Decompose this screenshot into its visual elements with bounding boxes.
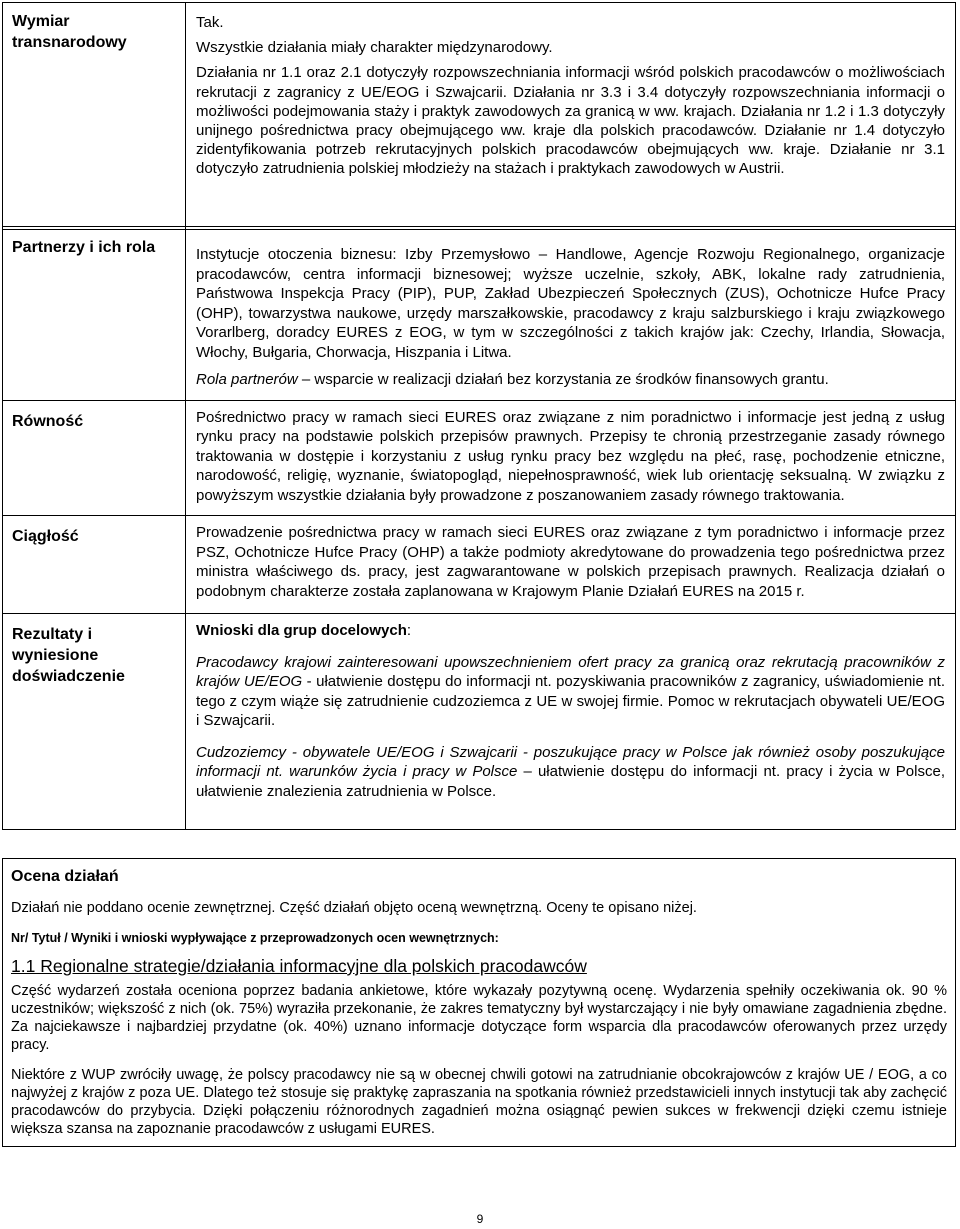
results-content [186, 614, 956, 830]
equality-label: Równość [3, 400, 186, 516]
results-foreigners [196, 743, 945, 802]
partners-role [196, 370, 945, 390]
partners-content [186, 227, 956, 401]
evaluation-section-title: 1.1 Regionalne strategie/działania informacyjne dla polskich pracodawców [11, 956, 587, 976]
page-number: 9 [476, 1212, 484, 1226]
transnational-table [2, 2, 956, 230]
results-employers [196, 653, 945, 731]
transnational-answer: Tak. [196, 14, 224, 31]
results-foreigners-italic: Cudzoziemcy - obywatele UE/EOG i Szwajcarii - poszukujące pracy w Polsce jak również osoby poszukujące informacji nt. warunków życia i pracy w Polsce [196, 743, 945, 780]
evaluation-para1: Część wydarzeń została oceniona poprzez badania ankietowe, które wykazały pozytywną ocenę. Wydarzenia spełniły oczekiwania ok. 90 % uczestników; większość z nich (ok. 75%) wyraziła przekonanie, że zakres tematyczny był wystarczający i nie były omawiane zagadnienia zbędne. Za najciekawsze i najbardziej przydatne (ok. 40%) uznano informacje dotyczące form wsparcia dla pracodawców oferowanych przez urzędy pracy. [11, 983, 947, 1053]
partners-label: Partnerzy i ich rola [3, 227, 186, 401]
continuity-label: Ciągłość [3, 516, 186, 614]
results-label: Rezultaty i wyniesione doświadczenie [3, 614, 186, 830]
results-heading-colon: : [406, 622, 412, 639]
transnational-line2: Wszystkie działania miały charakter międzynarodowy. [196, 39, 553, 57]
results-employers-italic: Pracodawcy krajowi zainteresowani upowszechnieniem ofert pracy za granicą oraz rekrutacją pracowników z krajów UE/EOG [196, 653, 945, 690]
transnational-label: Wymiar transnarodowy [3, 3, 186, 230]
equality-content [186, 400, 956, 516]
evaluation-table [2, 858, 956, 1147]
partners-role-rest: – wsparcie w realizacji działań bez korzystania ze środków finansowych grantu. [297, 371, 829, 388]
equality-text: Pośrednictwo pracy w ramach sieci EURES oraz związane z nim poradnictwo i informacje jest jedną z usług rynku pracy na podstawie polskich przepisów prawnych. Przepisy te chronią przestrzeganie zasady równego traktowania w dostępie i korzystaniu z usług rynku pracy bez względu na płeć, rasę, pochodzenie etniczne, narodowość, religię, wyznanie, światopogląd, niepełnosprawność, wiek lub orientację seksualną. W związku z powyższym wszystkie działania były prowadzone z poszanowaniem zasady równego traktowania. [196, 408, 945, 504]
evaluation-cell [3, 859, 956, 1147]
partners-text: Instytucje otoczenia biznesu: Izby Przemysłowo – Handlowe, Agencje Rozwoju Regionalnego, organizacje pracodawców, centra informacji biznesowej; wyższe uczelnie, szkoły, ABK, lokalne rady zatrudnienia, Państwowa Inspekcja Pracy (PIP), PUP, Zakład Ubezpieczeń Społecznych (ZUS), Ochotnicze Hufce Pracy (OHP), towarzystwa naukowe, urzędy marszałkowskie, pracodawcy z kraju salzburskiego i kraju związkowego Vorarlberg, doradcy EURES z EOG, w tym w szczególności z takich krajów jak: Czechy, Irlandia, Słowacja, Włochy, Bułgaria, Chorwacja, Hiszpania i Litwa. [196, 246, 945, 361]
continuity-content [186, 516, 956, 614]
results-foreigners-rest: – ułatwienie dostępu do informacji nt. pracy i życia w Polsce, ułatwienie znalezienia zatrudnienia w Polsce. [196, 763, 945, 800]
results-heading [196, 621, 945, 641]
results-employers-rest: - ułatwienie dostępu do informacji nt. pozyskiwania pracowników z zagranicy, uświadomienie nt. tego z czym wiąże się zatrudnienie cudzoziemca z UE w swojej firmie. Pomoc w rekrutacjach obywateli UE/EOG i Szwajcarii. [196, 673, 946, 729]
evaluation-title: Ocena działań [11, 868, 119, 885]
details-table [2, 226, 956, 830]
evaluation-intro: Działań nie poddano ocenie zewnętrznej. Część działań objęto oceną wewnętrzną. Oceny te opisano niżej. [11, 900, 697, 916]
evaluation-subheading: Nr/ Tytuł / Wyniki i wnioski wypływające z przeprowadzonych ocen wewnętrznych: [11, 931, 499, 945]
transnational-paragraph: Działania nr 1.1 oraz 2.1 dotyczyły rozpowszechniania informacji wśród polskich pracodawców o możliwościach rekrutacji z zagranicy z UE/EOG i Szwajcarii. Działania nr 3.3 i 3.4 dotyczyły rozpowszechniania informacji o możliwości podejmowania staży i praktyk zawodowych za granicą w ww. krajach. Działania nr 1.2 i 1.3 dotyczyły unijnego pośrednictwa pracy obejmującego ww. kraje dla polskich pracodawców. Działanie nr 1.4 dotyczyło zidentyfikowania potrzeb rekrutacyjnych polskich pracodawców obejmujących ww. kraje. Działanie nr 3.1 dotyczyło zatrudnienia polskiej młodzieży na stażach i praktykach zawodowych w Austrii. [196, 64, 945, 178]
continuity-text: Prowadzenie pośrednictwa pracy w ramach sieci EURES oraz związane z tym poradnictwo i informacje przez PSZ, Ochotnicze Hufce Pracy (OHP) a także podmioty akredytowane do prowadzenia tego pośrednictwa przez ministra właściwego ds. pracy, jest zagwarantowane w polskich przepisach prawnych. Realizacja działań o podobnym charakterze została zaplanowana w Krajowym Planie Działań EURES na 2015 r. [196, 524, 945, 600]
transnational-content [186, 3, 956, 230]
results-heading-bold: Wnioski dla grup docelowych [196, 622, 407, 639]
partners-role-italic: Rola partnerów [196, 371, 298, 388]
evaluation-para2: Niektóre z WUP zwróciły uwagę, że polscy pracodawcy nie są w obecnej chwili gotowi na zatrudnianie obcokrajowców z krajów UE / EOG, a co najwyżej z krajów z poza UE. Dlatego też stosuje się praktykę zapraszania na spotkania również przedstawicieli innych instytucji tak aby zachęcić pracodawców do przybycia. Dzięki połączeniu różnorodnych zagadnień można osiągnąć pewien sukces w frekwencji dzięki czemu istnieje większa szansa na zapoznanie pracodawców z usługami EURES. [11, 1067, 947, 1137]
